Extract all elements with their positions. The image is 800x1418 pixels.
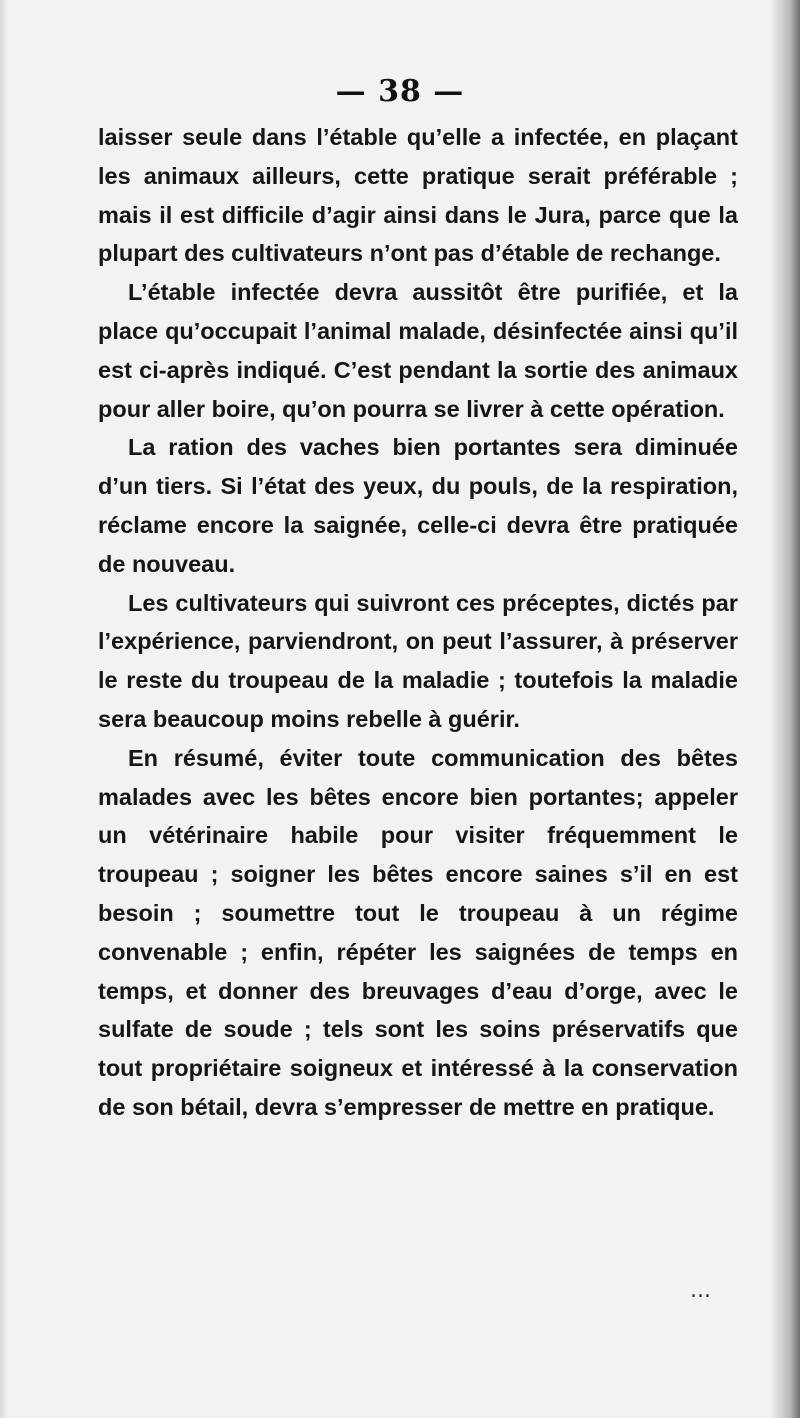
page-number: — 38 —	[335, 74, 465, 109]
paragraph-3: La ration des vaches bien portantes sera diminuée d’un tiers. Si l’état des yeux, du pouls, de la respiration, réclame encore la saignée, celle-ci devra être pratiquée de nouveau.	[98, 434, 738, 577]
footer-mark: ...	[690, 1278, 711, 1303]
paragraph-1: laisser seule dans l’étable qu’elle a infectée, en plaçant les animaux ailleurs, cette pratique serait préférable ; mais il est difficile d’agir ainsi dans le Jura, parce que la plupart des cultivateurs n’ont pas d’étable de rechange.	[98, 124, 738, 267]
body-text	[98, 118, 738, 1127]
paragraph-4: Les cultivateurs qui suivront ces préceptes, dictés par l’expérience, parviendront, on peut l’assurer, à préserver le reste du troupeau de la maladie ; toutefois la maladie sera beaucoup moins rebelle à guérir.	[98, 589, 738, 732]
paragraph-5: En résumé, éviter toute communication des bêtes malades avec les bêtes encore bien portantes; appeler un vétérinaire habile pour visiter fréquemment le troupeau ; soigner les bêtes encore saines s’il en est besoin ; soumettre tout le troupeau à un régime convenable ; enfin, répéter les saignées de temps en temps, et donner des breuvages d’eau d’orge, avec le sulfate de soude ; tels sont les soins préservatifs que tout propriétaire soigneux et intéressé à la conservation de son bétail, devra s’empresser de mettre en pratique.	[98, 744, 738, 1120]
paragraph-2: L’étable infectée devra aussitôt être purifiée, et la place qu’occupait l’animal malade, désinfectée ainsi qu’il est ci-après indiqué. C’est pendant la sortie des animaux pour aller boire, qu’on pourra se livrer à cette opération.	[98, 279, 738, 422]
